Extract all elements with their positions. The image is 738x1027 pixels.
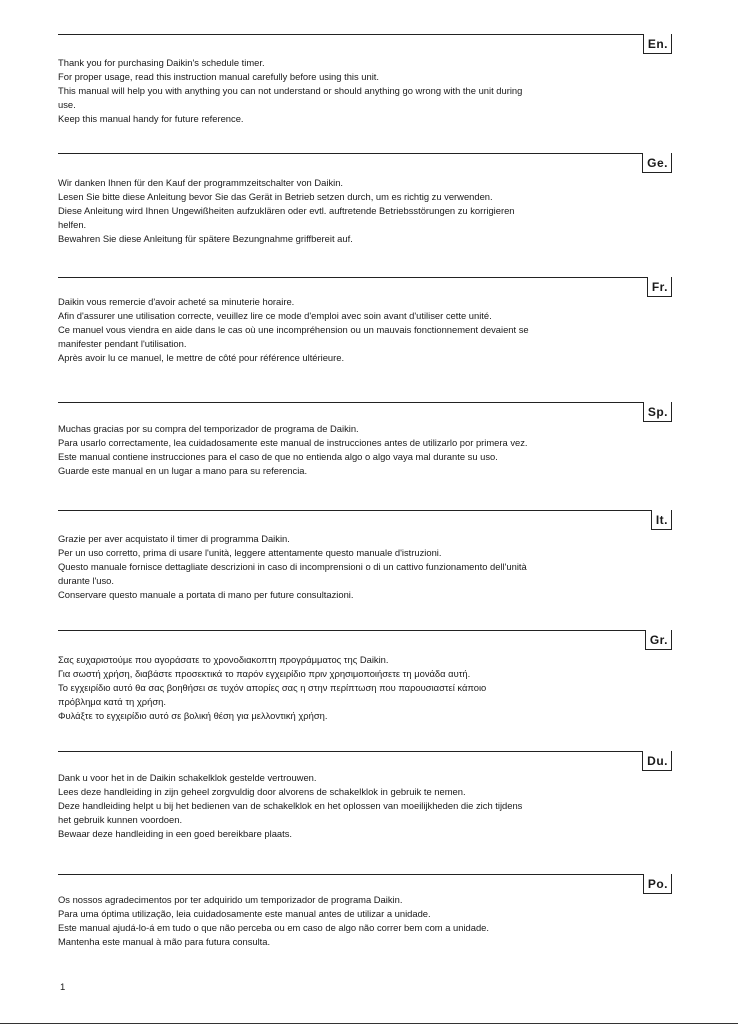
- text-line: Dank u voor het in de Daikin schakelklok gestelde vertrouwen.: [58, 772, 317, 783]
- section-text: [58, 532, 670, 602]
- text-line: Lees deze handleiding in zijn geheel zorgvuldig door alvorens de schakelklok in gebruik te nemen.: [58, 786, 466, 797]
- language-label: Po.: [643, 874, 672, 894]
- section-rule: [58, 630, 670, 631]
- text-line: Bewahren Sie diese Anleitung für spätere Bezungnahme griffbereit auf.: [58, 233, 353, 244]
- text-line: Για σωστή χρήση, διαβάστε προσεκτικά το παρόν εγχειρίδιο πριν χρησιμοποιήσετε τη μονάδα αυτή.: [58, 668, 471, 679]
- text-line: Lesen Sie bitte diese Anleitung bevor Sie das Gerät in Betrieb setzen durch, um es richtig zu verwenden.: [58, 191, 493, 202]
- section-text: [58, 653, 670, 723]
- language-label: Du.: [642, 751, 672, 771]
- text-line: Os nossos agradecimentos por ter adquirido um temporizador de programa Daikin.: [58, 894, 403, 905]
- text-line: Daikin vous remercie d'avoir acheté sa minuterie horaire.: [58, 296, 295, 307]
- text-line: Thank you for purchasing Daikin's schedule timer.: [58, 57, 265, 68]
- section-text: [58, 56, 670, 126]
- language-label: Sp.: [643, 402, 672, 422]
- section-rule: [58, 751, 670, 752]
- text-line: Para usarlo correctamente, lea cuidadosamente este manual de instrucciones antes de utilizarlo por primera vez.: [58, 437, 528, 448]
- text-line: Wir danken Ihnen für den Kauf der programmzeitschalter von Daikin.: [58, 177, 344, 188]
- section-text: [58, 893, 670, 949]
- section-rule: [58, 402, 670, 403]
- section-rule: [58, 34, 670, 35]
- section-rule: [58, 153, 670, 154]
- text-line: This manual will help you with anything you can not understand or should anything go wrong with the unit during: [58, 85, 523, 96]
- section-rule: [58, 510, 670, 511]
- text-line: Guarde este manual en un lugar a mano para su referencia.: [58, 465, 308, 476]
- text-line: πρόβλημα κατά τη χρήση.: [58, 696, 166, 707]
- text-line: helfen.: [58, 219, 87, 230]
- language-label: En.: [643, 34, 672, 54]
- text-line: durante l'uso.: [58, 575, 114, 586]
- section-rule: [58, 874, 670, 875]
- page-bottom-rule: [0, 1023, 738, 1024]
- text-line: Σας ευχαριστούμε που αγοράσατε το χρονοδιακοπτη προγράμματος της Daikin.: [58, 654, 389, 665]
- text-line: Este manual ajudá-lo-á em tudo o que não perceba ou em caso de algo não correr bem com a unidade.: [58, 922, 489, 933]
- text-line: Questo manuale fornisce dettagliate descrizioni in caso di incomprensioni o di un cattivo funzionamento dell'unità: [58, 561, 527, 572]
- text-line: Το εγχειρίδιο αυτό θα σας βοηθήσει σε τυχόν απορίες σας η στην περίπτωση που παρουσιαστεί κάποιο: [58, 682, 487, 693]
- text-line: Keep this manual handy for future reference.: [58, 113, 244, 124]
- text-line: Bewaar deze handleiding in een goed bereikbare plaats.: [58, 828, 293, 839]
- text-line: Φυλάξτε το εγχειρίδιο αυτό σε βολική θέση για μελλοντική χρήση.: [58, 710, 328, 721]
- text-line: Muchas gracias por su compra del temporizador de programa de Daikin.: [58, 423, 359, 434]
- text-line: Après avoir lu ce manuel, le mettre de côté pour référence ultérieure.: [58, 352, 345, 363]
- text-line: use.: [58, 99, 76, 110]
- text-line: manifester pendant l'utilisation.: [58, 338, 187, 349]
- text-line: Conservare questo manuale a portata di mano per future consultazioni.: [58, 589, 354, 600]
- text-line: het gebruik kunnen voordoen.: [58, 814, 183, 825]
- text-line: Diese Anleitung wird Ihnen Ungewißheiten aufzuklären oder evtl. auftretende Betriebsstörungen zu korrigieren: [58, 205, 515, 216]
- text-line: Ce manuel vous viendra en aide dans le cas où une incompréhension ou un mauvais fonctionnement devaient se: [58, 324, 529, 335]
- language-label: Gr.: [645, 630, 672, 650]
- text-line: Mantenha este manual à mão para futura consulta.: [58, 936, 271, 947]
- section-rule: [58, 277, 670, 278]
- section-text: [58, 422, 670, 478]
- text-line: Este manual contiene instrucciones para el caso de que no entienda algo o algo vaya mal durante su uso.: [58, 451, 498, 462]
- page-number: 1: [60, 982, 66, 993]
- language-label: Ge.: [642, 153, 672, 173]
- language-label: Fr.: [647, 277, 672, 297]
- section-text: [58, 771, 670, 841]
- language-label: It.: [651, 510, 672, 530]
- text-line: Para uma óptima utilização, leia cuidadosamente este manual antes de utilizar a unidade.: [58, 908, 431, 919]
- text-line: Deze handleiding helpt u bij het bedienen van de schakelklok en het oplossen van moeilijkheden die zich tijdens: [58, 800, 523, 811]
- text-line: Grazie per aver acquistato il timer di programma Daikin.: [58, 533, 290, 544]
- text-line: Afin d'assurer une utilisation correcte, veuillez lire ce mode d'emploi avec soin avant d'utiliser cette unité.: [58, 310, 492, 321]
- text-line: For proper usage, read this instruction manual carefully before using this unit.: [58, 71, 380, 82]
- section-text: [58, 295, 670, 365]
- section-text: [58, 176, 670, 246]
- text-line: Per un uso corretto, prima di usare l'unità, leggere attentamente questo manuale d'istruzioni.: [58, 547, 442, 558]
